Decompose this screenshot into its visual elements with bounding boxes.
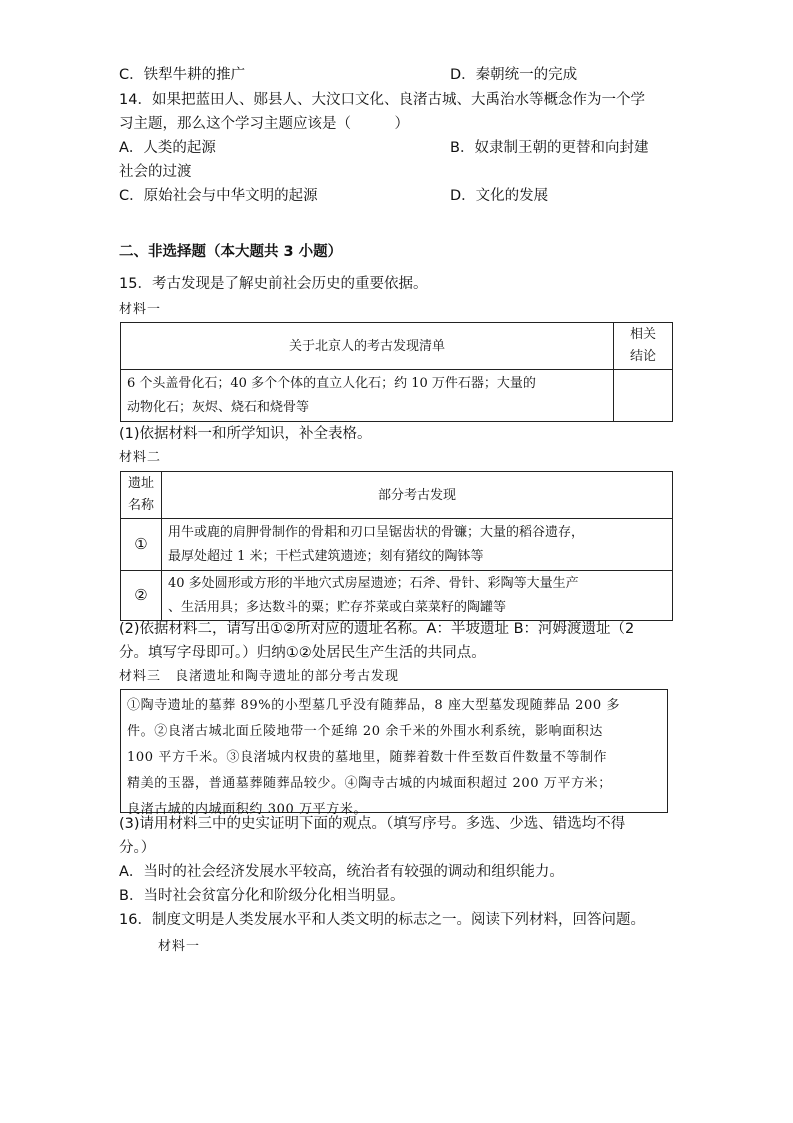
q14-option-a: A．人类的起源 <box>119 140 216 156</box>
q14-option-b: B．奴隶制王朝的更替和向封建 <box>450 140 649 156</box>
material3-line: ①陶寺遗址的墓葬 89%的小型墓几乎没有随葬品，8 座大型墓发现随葬品 200 多 <box>127 698 621 713</box>
table2-row2-line2: 、生活用具；多达数斗的粟；贮存芥菜或白菜菜籽的陶罐等 <box>168 599 507 615</box>
q15-sub3-line2: 分。） <box>119 840 156 856</box>
sites-table <box>120 471 673 621</box>
table2-header-col1 <box>121 472 162 519</box>
table2-row1-findings <box>162 519 673 571</box>
q15-sub3-line1: (3)请用材料三中的史实证明下面的观点。（填写序号。多选、少选、错选均不得 <box>119 816 626 832</box>
q14-option-d: D．文化的发展 <box>450 188 549 204</box>
table2-row2-line1: 40 多处圆形或方形的半地穴式房屋遗迹；石斧、骨针、彩陶等大量生产 <box>168 575 579 591</box>
q13-option-d: D．秦朝统一的完成 <box>450 67 578 83</box>
q15-material1-label: 材料一 <box>119 302 162 317</box>
q14-option-c: C．原始社会与中华文明的起源 <box>119 188 318 204</box>
material3-line: 件。②良渚古城北面丘陵地带一个延绵 20 余千米的外围水利系统，影响面积达 <box>127 724 604 739</box>
table1-header-side <box>614 323 673 370</box>
q15-viewpoint-b: B．当时社会贫富分化和阶级分化相当明显。 <box>119 888 405 904</box>
table2-header-col1-line1: 遗址 <box>127 476 154 491</box>
table1-row-line1: 6 个头盖骨化石；40 多个个体的直立人化石；约 10 万件石器；大量的 <box>127 375 536 391</box>
q15-sub1: (1)依据材料一和所学知识，补全表格。 <box>119 426 372 442</box>
beijing-man-table <box>120 322 673 422</box>
table2-row1-line2: 最厚处超过 1 米；干栏式建筑遗迹；刻有猪纹的陶钵等 <box>168 548 484 564</box>
table2-row2-id: ② <box>121 571 162 621</box>
material3-line: 100 平方千米。③良渚城内权贵的墓地里，随葬着数十件至数百件数量不等制作 <box>127 750 608 765</box>
q15-material3-label: 材料三 良渚遗址和陶寺遗址的部分考古发现 <box>119 669 400 684</box>
table1-header-side-line1: 相关 <box>629 327 656 342</box>
section-heading: 二、非选择题（本大题共 3 小题） <box>119 244 343 260</box>
q15-stem: 15．考古发现是了解史前社会历史的重要依据。 <box>119 276 428 292</box>
table1-header-main: 关于北京人的考古发现清单 <box>121 323 614 370</box>
table1-header-side-line2: 结论 <box>629 349 656 364</box>
q15-material2-label: 材料二 <box>119 450 162 465</box>
table2-header-col2: 部分考古发现 <box>162 472 673 519</box>
table1-row-line2: 动物化石；灰烬、烧石和烧骨等 <box>127 399 310 415</box>
table2-row1-id: ① <box>121 519 162 571</box>
q15-viewpoint-a: A．当时的社会经济发展水平较高，统治者有较强的调动和组织能力。 <box>119 864 564 880</box>
table2-row1-line1: 用牛或鹿的肩胛骨制作的骨耜和刃口呈锯齿状的骨镰；大量的稻谷遗存， <box>168 524 585 540</box>
q13-option-c: C．铁犁牛耕的推广 <box>119 67 246 83</box>
table1-row-discoveries <box>121 370 614 422</box>
q15-sub2-line1: (2)依据材料二，请写出①②所对应的遗址名称。A：半坡遗址 B：河姆渡遗址（2 <box>119 621 635 637</box>
table1-conclusion-blank <box>614 370 673 422</box>
table2-row2-findings <box>162 571 673 621</box>
q16-stem: 16．制度文明是人类发展水平和人类文明的标志之一。阅读下列材料，回答问题。 <box>119 912 645 928</box>
material3-line: 精美的玉器，普通墓葬随葬品较少。④陶寺古城的内城面积超过 200 万平方米； <box>127 776 612 791</box>
q14-option-b-cont: 社会的过渡 <box>119 164 192 180</box>
q14-stem-line2: 习主题，那么这个学习主题应该是（ ） <box>119 116 409 132</box>
q16-material1-label: 材料一 <box>158 939 201 954</box>
q15-sub2-line2: 分。填写字母即可。）归纳①②处居民生产生活的共同点。 <box>119 645 486 661</box>
q14-stem-line1: 14．如果把蓝田人、郧县人、大汶口文化、良渚古城、大禹治水等概念作为一个学 <box>119 92 645 108</box>
table2-header-col1-line2: 名称 <box>127 498 154 513</box>
material3-box <box>120 689 668 817</box>
material3-line: 良渚古城的内城面积约 300 万平方米。 <box>127 802 368 817</box>
